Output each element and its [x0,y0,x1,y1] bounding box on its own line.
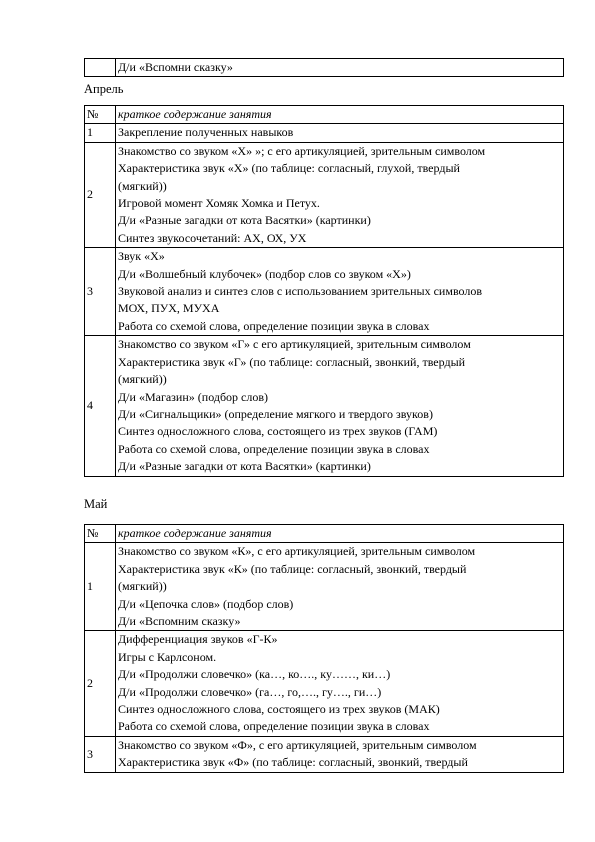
content-line: Характеристика звук «Г» (по таблице: согласный, звонкий, твердый [118,354,466,369]
header-content: краткое содержание занятия [116,106,564,124]
content-line: Д/и «Разные загадки от кота Васятки» (картинки) [118,213,371,228]
row-content [116,631,564,736]
content-line: Знакомство со звуком «Г» с его артикуляцией, зрительным символом [118,337,471,352]
content-line: Звук «Х» [118,249,165,264]
row-number: 4 [85,336,116,476]
content-line: Закрепление полученных навыков [118,125,294,140]
row-content [116,248,564,336]
row-number [85,59,116,77]
april-table [84,105,564,477]
may-table [84,524,564,773]
row-number: 1 [85,543,116,631]
content-line: Синтез односложного слова, состоящего из трех звуков (ГАМ) [118,424,438,439]
april-title: Апрель [84,82,124,96]
content-line: Работа со схемой слова, определение позиции звука в словах [118,441,430,456]
row-content [116,736,564,772]
content-line: Характеристика звук «Ф» (по таблице: согласный, звонкий, твердый [118,755,468,770]
content-line: Игровой момент Хомяк Хомка и Петух. [118,196,320,211]
table-row [85,543,564,631]
content-line: (мягкий)) [118,372,167,387]
row-number: 3 [85,736,116,772]
content-line: Д/и «Продолжи словечко» (га…, го,…., гу…., ги…) [118,684,382,699]
table-row [85,736,564,772]
header-number: № [85,106,116,124]
row-content [116,142,564,247]
content-line: Д/и «Волшебный клубочек» (подбор слов со звуком «Х») [118,266,411,281]
content-line: Д/и «Разные загадки от кота Васятки» (картинки) [118,459,371,474]
row-content [116,124,564,142]
content-line: МОХ, ПУХ, МУХА [118,301,220,316]
content-line: Знакомство со звуком «Х» »; с его артикуляцией, зрительным символом [118,143,486,158]
content-line: (мягкий)) [118,178,167,193]
content-line: Работа со схемой слова, определение позиции звука в словах [118,719,430,734]
content-line: Знакомство со звуком «Ф», с его артикуляцией, зрительным символом [118,737,477,752]
top-table [84,58,564,77]
content-line: Знакомство со звуком «К», с его артикуляцией, зрительным символом [118,544,476,559]
row-number: 3 [85,248,116,336]
row-number: 2 [85,631,116,736]
table-row [85,124,564,142]
content-line: Д/и «Цепочка слов» (подбор слов) [118,596,294,611]
row-content: Д/и «Вспомни сказку» [116,59,564,77]
row-content [116,336,564,476]
table-row [85,248,564,336]
content-line: Работа со схемой слова, определение позиции звука в словах [118,318,430,333]
header-number: № [85,525,116,543]
content-line: Д/и «Продолжи словечко» (ка…, ко…., ку……, ки…) [118,667,391,682]
table-row [85,631,564,736]
content-line: Звуковой анализ и синтез слов с использованием зрительных символов [118,284,483,299]
row-number: 2 [85,142,116,247]
content-line: Синтез односложного слова, состоящего из трех звуков (МАК) [118,702,440,717]
content-line: Характеристика звук «К» (по таблице: согласный, звонкий, твердый [118,561,467,576]
may-title: Май [84,497,108,511]
content-line: Д/и «Магазин» (подбор слов) [118,389,269,404]
content-line: Д/и «Сигнальщики» (определение мягкого и твердого звуков) [118,406,433,421]
table-header-row [85,106,564,124]
table-row [85,336,564,476]
row-number: 1 [85,124,116,142]
table-row [85,142,564,247]
table-row [85,59,564,77]
content-line: (мягкий)) [118,579,167,594]
content-line: Дифференциация звуков «Г-К» [118,632,278,647]
table-header-row [85,525,564,543]
content-line: Синтез звукосочетаний: АХ, ОХ, УХ [118,230,307,245]
content-line: Игры с Карлсоном. [118,649,217,664]
content-line: Д/и «Вспомним сказку» [118,614,241,629]
row-content [116,543,564,631]
content-line: Характеристика звук «Х» (по таблице: согласный, глухой, твердый [118,161,460,176]
header-content: краткое содержание занятия [116,525,564,543]
